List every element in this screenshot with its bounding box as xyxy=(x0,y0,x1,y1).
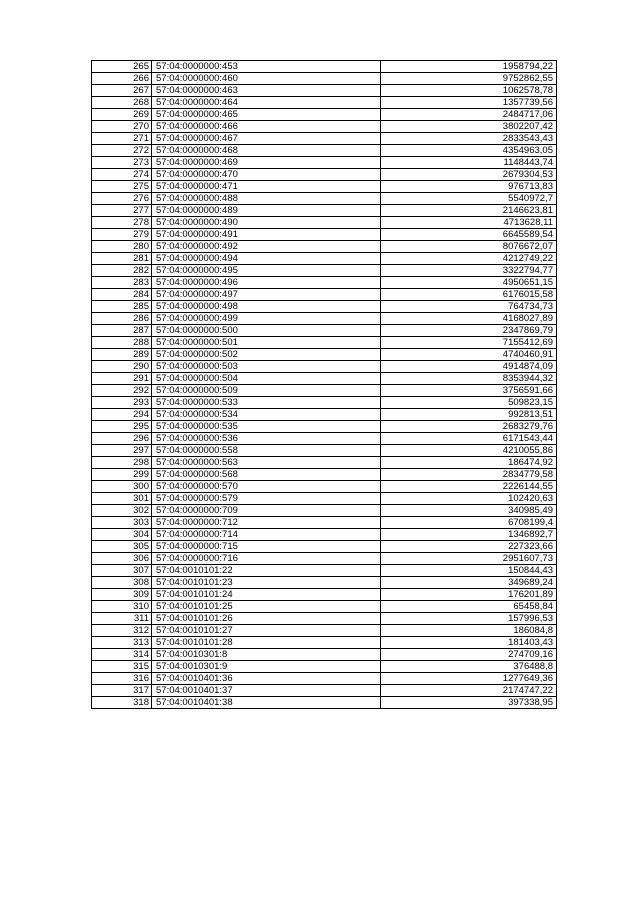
cadastral-number-cell: 57:04:0000000:471 xyxy=(152,181,381,193)
cadastral-value-cell: 7155412,69 xyxy=(381,337,557,349)
row-number-cell: 286 xyxy=(92,313,152,325)
cadastral-value-cell: 2833543,43 xyxy=(381,133,557,145)
cadastral-value-cell: 2834779,58 xyxy=(381,469,557,481)
row-number-cell: 308 xyxy=(92,577,152,589)
cadastral-number-cell: 57:04:0000000:568 xyxy=(152,469,381,481)
cadastral-number-cell: 57:04:0000000:488 xyxy=(152,193,381,205)
cadastral-value-cell: 157996,53 xyxy=(381,613,557,625)
table-row xyxy=(92,457,557,469)
row-number-cell: 290 xyxy=(92,361,152,373)
cadastral-value-cell: 2347869,79 xyxy=(381,325,557,337)
table-row xyxy=(92,517,557,529)
cadastral-number-cell: 57:04:0000000:464 xyxy=(152,97,381,109)
row-number-cell: 315 xyxy=(92,661,152,673)
table-row xyxy=(92,85,557,97)
row-number-cell: 318 xyxy=(92,697,152,709)
table-row xyxy=(92,673,557,685)
table-row xyxy=(92,157,557,169)
cadastral-value-cell: 397338,95 xyxy=(381,697,557,709)
table-row xyxy=(92,637,557,649)
cadastral-value-cell: 376488,8 xyxy=(381,661,557,673)
row-number-cell: 279 xyxy=(92,229,152,241)
row-number-cell: 266 xyxy=(92,73,152,85)
cadastral-number-cell: 57:04:0000000:463 xyxy=(152,85,381,97)
cadastral-number-cell: 57:04:0000000:500 xyxy=(152,325,381,337)
table-row xyxy=(92,685,557,697)
cadastral-number-cell: 57:04:0010401:38 xyxy=(152,697,381,709)
table-row xyxy=(92,409,557,421)
cadastral-number-cell: 57:04:0000000:535 xyxy=(152,421,381,433)
table-row xyxy=(92,97,557,109)
cadastral-value-cell: 2174747,22 xyxy=(381,685,557,697)
cadastral-value-cell: 2951607,73 xyxy=(381,553,557,565)
table-row xyxy=(92,565,557,577)
table-row xyxy=(92,277,557,289)
cadastral-value-cell: 3802207,42 xyxy=(381,121,557,133)
cadastral-value-cell: 4914874,09 xyxy=(381,361,557,373)
table-row xyxy=(92,505,557,517)
table-row xyxy=(92,193,557,205)
row-number-cell: 287 xyxy=(92,325,152,337)
cadastral-number-cell: 57:04:0000000:715 xyxy=(152,541,381,553)
cadastral-number-cell: 57:04:0000000:504 xyxy=(152,373,381,385)
row-number-cell: 270 xyxy=(92,121,152,133)
table-row xyxy=(92,265,557,277)
cadastral-number-cell: 57:04:0000000:491 xyxy=(152,229,381,241)
cadastral-number-cell: 57:04:0000000:466 xyxy=(152,121,381,133)
cadastral-value-cell: 976713,83 xyxy=(381,181,557,193)
cadastral-number-cell: 57:04:0010401:36 xyxy=(152,673,381,685)
cadastral-value-cell: 340985,49 xyxy=(381,505,557,517)
cadastral-number-cell: 57:04:0000000:492 xyxy=(152,241,381,253)
cadastral-value-cell: 4212749,22 xyxy=(381,253,557,265)
row-number-cell: 285 xyxy=(92,301,152,313)
cadastral-value-cell: 1346892,7 xyxy=(381,529,557,541)
cadastral-value-cell: 6171543,44 xyxy=(381,433,557,445)
cadastral-value-cell: 764734,73 xyxy=(381,301,557,313)
cadastral-value-cell: 4354963,05 xyxy=(381,145,557,157)
table-row xyxy=(92,541,557,553)
cadastral-value-cell: 2679304,53 xyxy=(381,169,557,181)
cadastral-value-cell: 186474,92 xyxy=(381,457,557,469)
table-row xyxy=(92,661,557,673)
cadastral-number-cell: 57:04:0010101:22 xyxy=(152,565,381,577)
row-number-cell: 310 xyxy=(92,601,152,613)
cadastral-number-cell: 57:04:0000000:468 xyxy=(152,145,381,157)
cadastral-value-cell: 150844,43 xyxy=(381,565,557,577)
row-number-cell: 278 xyxy=(92,217,152,229)
row-number-cell: 305 xyxy=(92,541,152,553)
table-row xyxy=(92,145,557,157)
cadastral-value-cell: 4168027,89 xyxy=(381,313,557,325)
cadastral-value-cell: 4740460,91 xyxy=(381,349,557,361)
table-row xyxy=(92,589,557,601)
row-number-cell: 280 xyxy=(92,241,152,253)
cadastral-number-cell: 57:04:0000000:501 xyxy=(152,337,381,349)
row-number-cell: 291 xyxy=(92,373,152,385)
table-row xyxy=(92,481,557,493)
row-number-cell: 309 xyxy=(92,589,152,601)
cadastral-number-cell: 57:04:0000000:460 xyxy=(152,73,381,85)
row-number-cell: 276 xyxy=(92,193,152,205)
cadastral-value-cell: 992813,51 xyxy=(381,409,557,421)
row-number-cell: 311 xyxy=(92,613,152,625)
cadastral-value-cell: 2146623,81 xyxy=(381,205,557,217)
table-row xyxy=(92,397,557,409)
row-number-cell: 307 xyxy=(92,565,152,577)
cadastral-value-table xyxy=(91,60,557,709)
cadastral-value-cell: 2683279,76 xyxy=(381,421,557,433)
cadastral-number-cell: 57:04:0010101:27 xyxy=(152,625,381,637)
cadastral-value-cell: 181403,43 xyxy=(381,637,557,649)
row-number-cell: 293 xyxy=(92,397,152,409)
table-row xyxy=(92,469,557,481)
cadastral-value-cell: 102420,63 xyxy=(381,493,557,505)
cadastral-value-cell: 8353944,32 xyxy=(381,373,557,385)
cadastral-value-cell: 1357739,56 xyxy=(381,97,557,109)
cadastral-value-cell: 6645589,54 xyxy=(381,229,557,241)
row-number-cell: 294 xyxy=(92,409,152,421)
table-row xyxy=(92,133,557,145)
row-number-cell: 274 xyxy=(92,169,152,181)
cadastral-number-cell: 57:04:0000000:536 xyxy=(152,433,381,445)
cadastral-value-cell: 2226144,55 xyxy=(381,481,557,493)
table-row xyxy=(92,601,557,613)
cadastral-number-cell: 57:04:0010101:28 xyxy=(152,637,381,649)
cadastral-number-cell: 57:04:0010301:8 xyxy=(152,649,381,661)
cadastral-value-cell: 186084,8 xyxy=(381,625,557,637)
row-number-cell: 272 xyxy=(92,145,152,157)
cadastral-value-cell: 9752862,55 xyxy=(381,73,557,85)
table-row xyxy=(92,169,557,181)
row-number-cell: 295 xyxy=(92,421,152,433)
cadastral-value-cell: 1277649,36 xyxy=(381,673,557,685)
cadastral-number-cell: 57:04:0010101:26 xyxy=(152,613,381,625)
row-number-cell: 292 xyxy=(92,385,152,397)
cadastral-value-cell: 3322794,77 xyxy=(381,265,557,277)
row-number-cell: 269 xyxy=(92,109,152,121)
cadastral-value-cell: 227323,66 xyxy=(381,541,557,553)
cadastral-number-cell: 57:04:0000000:489 xyxy=(152,205,381,217)
row-number-cell: 296 xyxy=(92,433,152,445)
row-number-cell: 302 xyxy=(92,505,152,517)
cadastral-number-cell: 57:04:0000000:469 xyxy=(152,157,381,169)
cadastral-value-cell: 509823,15 xyxy=(381,397,557,409)
table-row xyxy=(92,61,557,73)
cadastral-value-cell: 1148443,74 xyxy=(381,157,557,169)
row-number-cell: 289 xyxy=(92,349,152,361)
row-number-cell: 306 xyxy=(92,553,152,565)
row-number-cell: 312 xyxy=(92,625,152,637)
cadastral-value-cell: 6176015,58 xyxy=(381,289,557,301)
table-row xyxy=(92,649,557,661)
table-row xyxy=(92,421,557,433)
row-number-cell: 277 xyxy=(92,205,152,217)
cadastral-number-cell: 57:04:0010101:25 xyxy=(152,601,381,613)
table-row xyxy=(92,205,557,217)
table-row xyxy=(92,385,557,397)
cadastral-number-cell: 57:04:0000000:579 xyxy=(152,493,381,505)
cadastral-value-cell: 4713628,11 xyxy=(381,217,557,229)
table-row xyxy=(92,697,557,709)
table-row xyxy=(92,445,557,457)
table-row xyxy=(92,373,557,385)
table-row xyxy=(92,625,557,637)
table-row xyxy=(92,181,557,193)
row-number-cell: 282 xyxy=(92,265,152,277)
cadastral-number-cell: 57:04:0000000:509 xyxy=(152,385,381,397)
row-number-cell: 316 xyxy=(92,673,152,685)
cadastral-number-cell: 57:04:0000000:570 xyxy=(152,481,381,493)
row-number-cell: 281 xyxy=(92,253,152,265)
table-body xyxy=(92,61,557,709)
row-number-cell: 297 xyxy=(92,445,152,457)
cadastral-number-cell: 57:04:0000000:709 xyxy=(152,505,381,517)
table-row xyxy=(92,73,557,85)
table-row xyxy=(92,361,557,373)
cadastral-number-cell: 57:04:0010401:37 xyxy=(152,685,381,697)
cadastral-number-cell: 57:04:0000000:563 xyxy=(152,457,381,469)
table-row xyxy=(92,493,557,505)
cadastral-number-cell: 57:04:0000000:490 xyxy=(152,217,381,229)
cadastral-value-cell: 1958794,22 xyxy=(381,61,557,73)
cadastral-number-cell: 57:04:0010301:9 xyxy=(152,661,381,673)
cadastral-number-cell: 57:04:0000000:714 xyxy=(152,529,381,541)
table-row xyxy=(92,529,557,541)
table-row xyxy=(92,229,557,241)
table-row xyxy=(92,553,557,565)
table-row xyxy=(92,325,557,337)
cadastral-number-cell: 57:04:0010101:23 xyxy=(152,577,381,589)
cadastral-number-cell: 57:04:0000000:497 xyxy=(152,289,381,301)
cadastral-value-cell: 8076672,07 xyxy=(381,241,557,253)
cadastral-value-cell: 4210055,86 xyxy=(381,445,557,457)
table-row xyxy=(92,313,557,325)
table-row xyxy=(92,613,557,625)
table-row xyxy=(92,289,557,301)
cadastral-value-cell: 65458,84 xyxy=(381,601,557,613)
row-number-cell: 304 xyxy=(92,529,152,541)
row-number-cell: 300 xyxy=(92,481,152,493)
row-number-cell: 273 xyxy=(92,157,152,169)
table-row xyxy=(92,109,557,121)
row-number-cell: 314 xyxy=(92,649,152,661)
row-number-cell: 268 xyxy=(92,97,152,109)
cadastral-number-cell: 57:04:0000000:467 xyxy=(152,133,381,145)
cadastral-number-cell: 57:04:0000000:533 xyxy=(152,397,381,409)
table-row xyxy=(92,337,557,349)
row-number-cell: 298 xyxy=(92,457,152,469)
row-number-cell: 299 xyxy=(92,469,152,481)
cadastral-value-cell: 349689,24 xyxy=(381,577,557,589)
row-number-cell: 284 xyxy=(92,289,152,301)
cadastral-number-cell: 57:04:0000000:453 xyxy=(152,61,381,73)
table-row xyxy=(92,121,557,133)
row-number-cell: 301 xyxy=(92,493,152,505)
table-row xyxy=(92,577,557,589)
cadastral-value-cell: 274709,16 xyxy=(381,649,557,661)
row-number-cell: 313 xyxy=(92,637,152,649)
cadastral-number-cell: 57:04:0000000:534 xyxy=(152,409,381,421)
cadastral-value-cell: 4950651,15 xyxy=(381,277,557,289)
cadastral-number-cell: 57:04:0000000:503 xyxy=(152,361,381,373)
cadastral-value-cell: 176201,89 xyxy=(381,589,557,601)
table-row xyxy=(92,349,557,361)
table-row xyxy=(92,433,557,445)
cadastral-value-cell: 1062578,78 xyxy=(381,85,557,97)
row-number-cell: 275 xyxy=(92,181,152,193)
cadastral-number-cell: 57:04:0000000:502 xyxy=(152,349,381,361)
row-number-cell: 283 xyxy=(92,277,152,289)
cadastral-number-cell: 57:04:0010101:24 xyxy=(152,589,381,601)
cadastral-number-cell: 57:04:0000000:470 xyxy=(152,169,381,181)
cadastral-value-cell: 6708199,4 xyxy=(381,517,557,529)
cadastral-number-cell: 57:04:0000000:495 xyxy=(152,265,381,277)
table-row xyxy=(92,253,557,265)
table-row xyxy=(92,301,557,313)
cadastral-number-cell: 57:04:0000000:716 xyxy=(152,553,381,565)
row-number-cell: 317 xyxy=(92,685,152,697)
row-number-cell: 267 xyxy=(92,85,152,97)
cadastral-value-cell: 3756591,66 xyxy=(381,385,557,397)
row-number-cell: 288 xyxy=(92,337,152,349)
cadastral-value-cell: 2484717,06 xyxy=(381,109,557,121)
cadastral-number-cell: 57:04:0000000:498 xyxy=(152,301,381,313)
cadastral-number-cell: 57:04:0000000:494 xyxy=(152,253,381,265)
row-number-cell: 271 xyxy=(92,133,152,145)
cadastral-number-cell: 57:04:0000000:465 xyxy=(152,109,381,121)
cadastral-number-cell: 57:04:0000000:558 xyxy=(152,445,381,457)
row-number-cell: 303 xyxy=(92,517,152,529)
cadastral-number-cell: 57:04:0000000:712 xyxy=(152,517,381,529)
cadastral-number-cell: 57:04:0000000:499 xyxy=(152,313,381,325)
cadastral-number-cell: 57:04:0000000:496 xyxy=(152,277,381,289)
table-row xyxy=(92,217,557,229)
cadastral-value-cell: 5540972,7 xyxy=(381,193,557,205)
table-row xyxy=(92,241,557,253)
row-number-cell: 265 xyxy=(92,61,152,73)
